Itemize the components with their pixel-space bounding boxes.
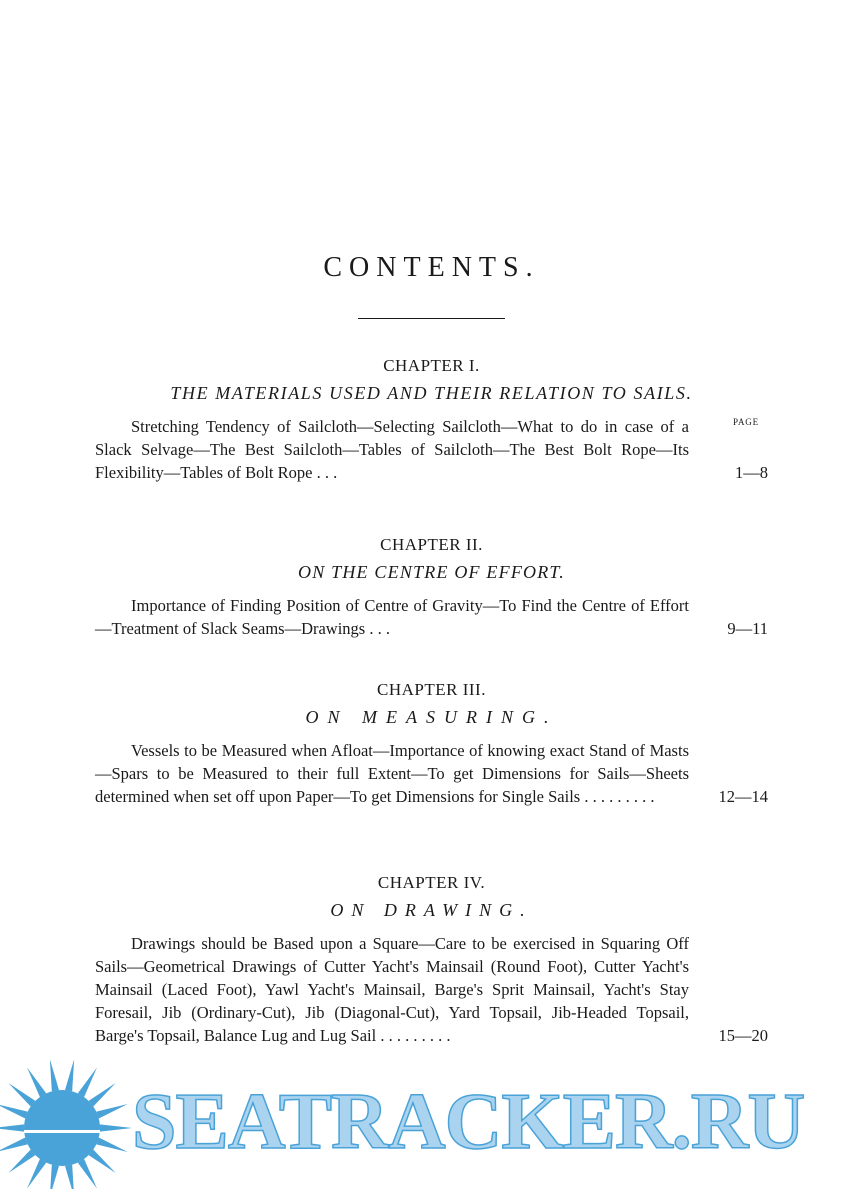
sunburst-ray (8, 1150, 35, 1173)
chapter-title: THE MATERIALS USED AND THEIR RELATION TO SAILS. (170, 383, 693, 403)
sunburst-ray (0, 1138, 28, 1152)
summary-text: Vessels to be Measured when Afloat—Importance of knowing exact Stand of Masts—Spars to be Measured to their full Extent—To get Dimensions for Sails—Sheets determined when set off upon Paper—To get Dimensions for Single Sails (95, 741, 689, 806)
page-range: 1—8 (735, 463, 768, 482)
contents-entry (0, 739, 863, 808)
sunburst-icon (0, 1060, 132, 1189)
sunburst-ray (0, 1124, 24, 1131)
sunburst-ray (78, 1159, 97, 1189)
sunburst-ray (100, 1124, 132, 1131)
sunburst-ray (89, 1083, 116, 1106)
sunburst-ray (65, 1060, 74, 1091)
sunburst-ray (96, 1138, 127, 1152)
chapter-number: CHAPTER IV. (377, 873, 486, 892)
dot-leaders: . . . (365, 619, 390, 638)
sunburst-ray (0, 1104, 28, 1118)
sunburst-ray (65, 1165, 74, 1189)
dot-leaders: . . . . . . . . . (376, 1026, 451, 1045)
watermark-text: SEATRACKER.RU (132, 1078, 805, 1166)
chapter-summary (95, 594, 689, 640)
sunburst-horizon (24, 1130, 100, 1133)
chapter-summary (95, 415, 689, 484)
sunburst-core (24, 1090, 100, 1166)
page-range: 15—20 (718, 1026, 768, 1045)
sunburst-ray (78, 1067, 97, 1097)
dot-leaders: . . . (312, 463, 338, 482)
page-column-label: PAGE (733, 417, 759, 427)
summary-text: Stretching Tendency of Sailcloth—Selecting Sailcloth—What to do in case of a Slack Selvage—The Best Sailcloth—Tables of Sailcloth—The Best Bolt Rope—Its Flexibility—Tables of Bolt Rope (95, 417, 689, 482)
contents-entry (0, 932, 863, 1047)
chapter-title: ON THE CENTRE OF EFFORT. (298, 562, 565, 582)
chapter-summary (95, 739, 689, 808)
contents-entry (0, 594, 863, 640)
summary-text: Importance of Finding Position of Centre of Gravity—To Find the Centre of Effort—Treatment of Slack Seams—Drawings (95, 596, 689, 638)
contents-entry (0, 415, 863, 484)
sunburst-ray (27, 1067, 46, 1097)
page-title: CONTENTS. (323, 252, 540, 283)
sunburst-ray (50, 1060, 59, 1091)
chapter-section (0, 870, 863, 1047)
page-range: 12—14 (718, 787, 768, 806)
chapter-section (0, 532, 863, 640)
chapter-number: CHAPTER I. (383, 356, 480, 375)
sunburst-ray (50, 1165, 59, 1189)
title-divider (358, 318, 505, 319)
dot-leaders: . . . . . . . . . (580, 787, 655, 806)
chapter-number: CHAPTER III. (377, 680, 486, 699)
chapter-section (0, 677, 863, 808)
chapter-summary (95, 932, 689, 1047)
sunburst-ray (89, 1150, 116, 1173)
chapter-title: ON DRAWING. (330, 900, 533, 920)
page-range: 9—11 (727, 619, 768, 638)
chapter-number: CHAPTER II. (380, 535, 483, 554)
sunburst-ray (27, 1159, 46, 1189)
sunburst-ray (8, 1083, 35, 1106)
chapter-section (0, 353, 863, 484)
summary-text: Drawings should be Based upon a Square—Care to be exercised in Squaring Off Sails—Geometrical Drawings of Cutter Yacht's Mainsail (Round Foot), Cutter Yacht's Mainsail (Laced Foot), Yawl Yacht's Mainsail, Barge's Sprit Mainsail, Yacht's Stay Foresail, Jib (Ordinary-Cut), Jib (Diagonal-Cut), Yard Topsail, Jib-Headed Topsail, Barge's Topsail, Balance Lug and Lug Sail (95, 934, 689, 1045)
chapter-title: ON MEASURING. (305, 707, 558, 727)
sunburst-ray (96, 1104, 127, 1118)
